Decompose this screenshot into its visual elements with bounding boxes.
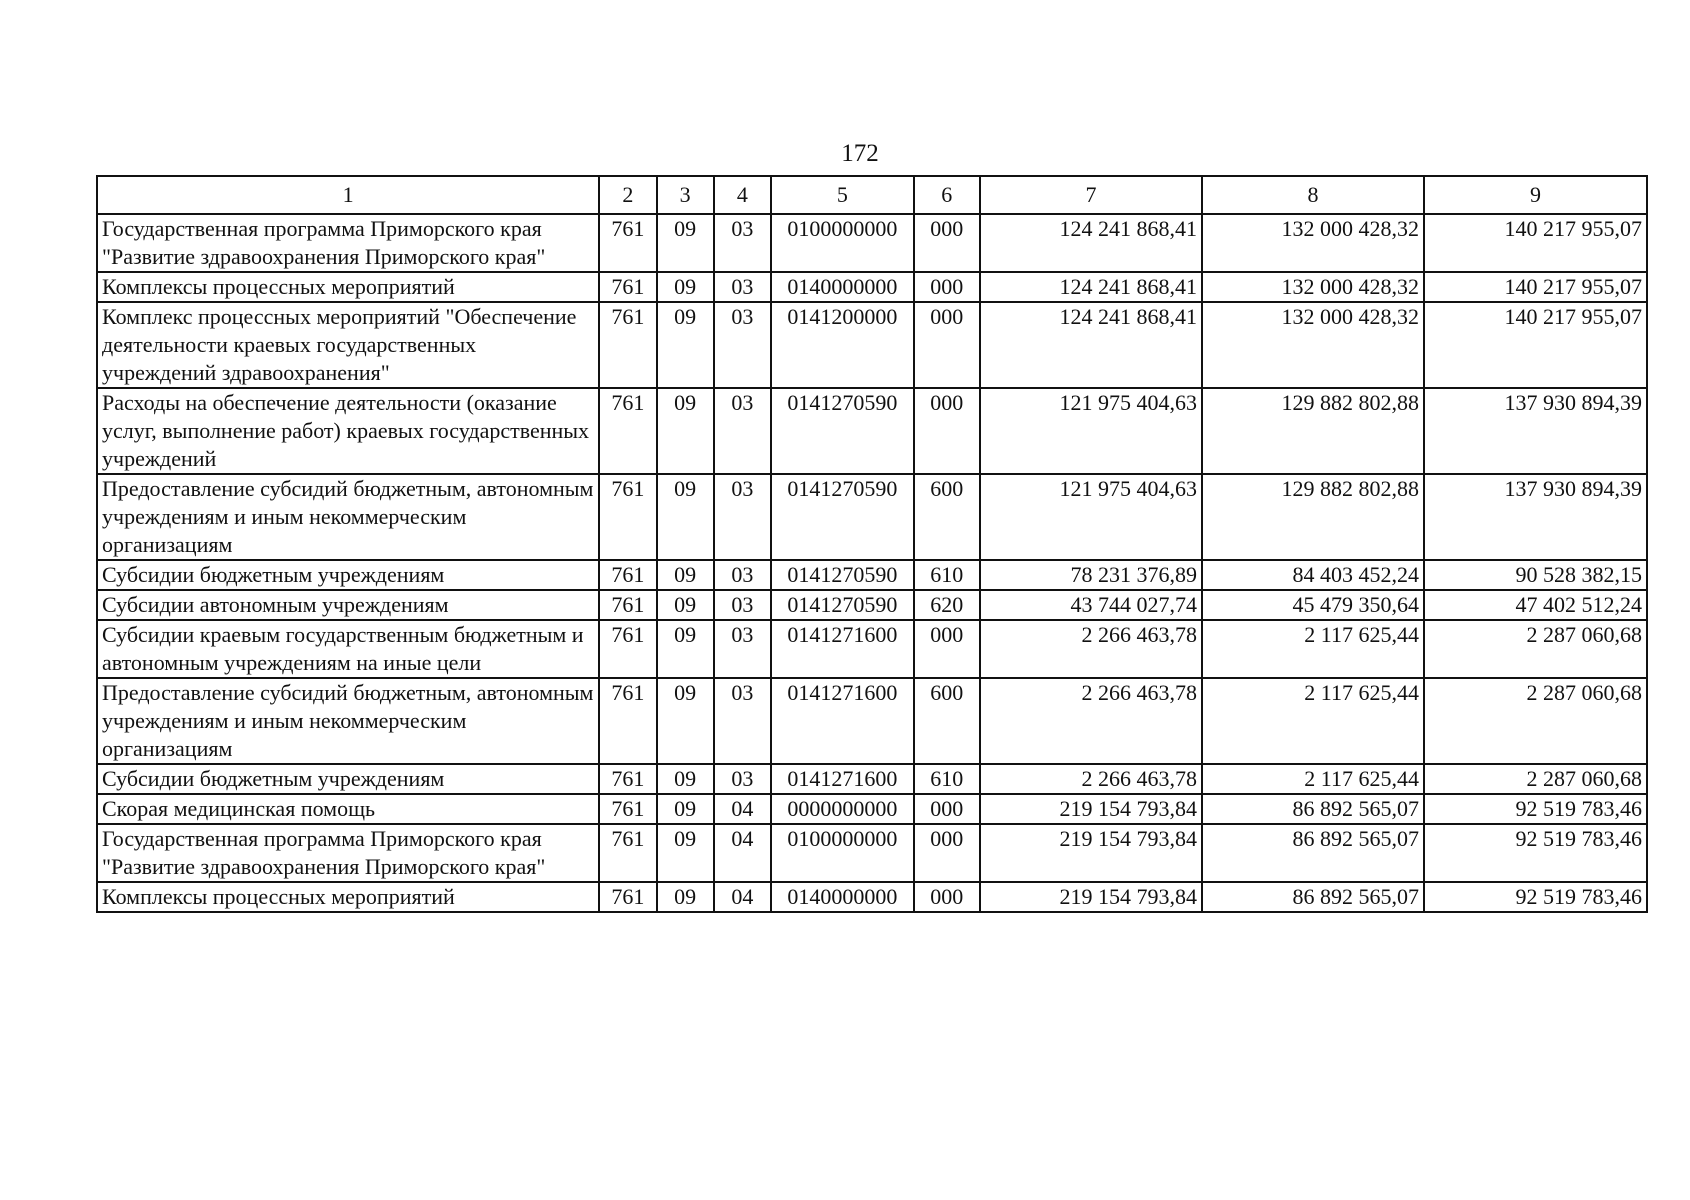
- code-cell: 0140000000: [771, 882, 914, 912]
- code-cell: 761: [599, 388, 656, 474]
- budget-table: [96, 175, 1648, 913]
- header-row: [97, 176, 1647, 214]
- row-name: Субсидии бюджетным учреждениям: [97, 764, 599, 794]
- code-cell: 000: [914, 824, 980, 882]
- amount-cell: 92 519 783,46: [1424, 794, 1647, 824]
- code-cell: 0141270590: [771, 560, 914, 590]
- amount-cell: 84 403 452,24: [1202, 560, 1424, 590]
- amount-cell: 132 000 428,32: [1202, 214, 1424, 272]
- amount-cell: 2 287 060,68: [1424, 620, 1647, 678]
- row-name: Государственная программа Приморского края "Развитие здравоохранения Приморского края": [97, 214, 599, 272]
- table-row: [97, 272, 1647, 302]
- amount-cell: 2 266 463,78: [980, 764, 1202, 794]
- row-name: Государственная программа Приморского края "Развитие здравоохранения Приморского края": [97, 824, 599, 882]
- table-row: [97, 620, 1647, 678]
- row-name: Предоставление субсидий бюджетным, автономным учреждениям и иным некоммерческим организациям: [97, 474, 599, 560]
- code-cell: 03: [714, 764, 771, 794]
- amount-cell: 2 117 625,44: [1202, 620, 1424, 678]
- code-cell: 03: [714, 214, 771, 272]
- code-cell: 09: [657, 794, 714, 824]
- amount-cell: 121 975 404,63: [980, 388, 1202, 474]
- code-cell: 600: [914, 678, 980, 764]
- code-cell: 0141271600: [771, 764, 914, 794]
- code-cell: 09: [657, 678, 714, 764]
- code-cell: 09: [657, 272, 714, 302]
- column-header: 9: [1424, 176, 1647, 214]
- amount-cell: 45 479 350,64: [1202, 590, 1424, 620]
- code-cell: 761: [599, 272, 656, 302]
- code-cell: 09: [657, 214, 714, 272]
- amount-cell: 124 241 868,41: [980, 272, 1202, 302]
- amount-cell: 140 217 955,07: [1424, 214, 1647, 272]
- code-cell: 610: [914, 560, 980, 590]
- code-cell: 761: [599, 302, 656, 388]
- row-name: Субсидии бюджетным учреждениям: [97, 560, 599, 590]
- amount-cell: 140 217 955,07: [1424, 302, 1647, 388]
- code-cell: 000: [914, 302, 980, 388]
- code-cell: 0141270590: [771, 590, 914, 620]
- code-cell: 09: [657, 388, 714, 474]
- code-cell: 0100000000: [771, 824, 914, 882]
- code-cell: 09: [657, 560, 714, 590]
- amount-cell: 219 154 793,84: [980, 794, 1202, 824]
- row-name: Комплексы процессных мероприятий: [97, 272, 599, 302]
- amount-cell: 2 287 060,68: [1424, 764, 1647, 794]
- amount-cell: 86 892 565,07: [1202, 824, 1424, 882]
- table-row: [97, 824, 1647, 882]
- row-name: Комплексы процессных мероприятий: [97, 882, 599, 912]
- column-header: 8: [1202, 176, 1424, 214]
- code-cell: 03: [714, 272, 771, 302]
- amount-cell: 219 154 793,84: [980, 824, 1202, 882]
- row-name: Предоставление субсидий бюджетным, автономным учреждениям и иным некоммерческим организациям: [97, 678, 599, 764]
- code-cell: 620: [914, 590, 980, 620]
- row-name: Комплекс процессных мероприятий "Обеспечение деятельности краевых государственных учреждений здравоохранения": [97, 302, 599, 388]
- code-cell: 0140000000: [771, 272, 914, 302]
- amount-cell: 137 930 894,39: [1424, 388, 1647, 474]
- code-cell: 03: [714, 560, 771, 590]
- code-cell: 03: [714, 302, 771, 388]
- row-name: Субсидии автономным учреждениям: [97, 590, 599, 620]
- code-cell: 600: [914, 474, 980, 560]
- code-cell: 0141271600: [771, 620, 914, 678]
- code-cell: 04: [714, 882, 771, 912]
- code-cell: 761: [599, 882, 656, 912]
- code-cell: 03: [714, 474, 771, 560]
- code-cell: 04: [714, 824, 771, 882]
- code-cell: 09: [657, 882, 714, 912]
- row-name: Скорая медицинская помощь: [97, 794, 599, 824]
- code-cell: 000: [914, 272, 980, 302]
- table-row: [97, 590, 1647, 620]
- code-cell: 761: [599, 794, 656, 824]
- code-cell: 04: [714, 794, 771, 824]
- column-header: 4: [714, 176, 771, 214]
- code-cell: 09: [657, 474, 714, 560]
- table-row: [97, 388, 1647, 474]
- code-cell: 000: [914, 794, 980, 824]
- amount-cell: 219 154 793,84: [980, 882, 1202, 912]
- amount-cell: 2 287 060,68: [1424, 678, 1647, 764]
- code-cell: 761: [599, 214, 656, 272]
- amount-cell: 92 519 783,46: [1424, 882, 1647, 912]
- code-cell: 000: [914, 388, 980, 474]
- amount-cell: 90 528 382,15: [1424, 560, 1647, 590]
- code-cell: 000: [914, 620, 980, 678]
- code-cell: 03: [714, 678, 771, 764]
- amount-cell: 2 117 625,44: [1202, 764, 1424, 794]
- amount-cell: 78 231 376,89: [980, 560, 1202, 590]
- amount-cell: 47 402 512,24: [1424, 590, 1647, 620]
- code-cell: 03: [714, 388, 771, 474]
- code-cell: 761: [599, 590, 656, 620]
- page-number: 172: [841, 140, 879, 167]
- amount-cell: 124 241 868,41: [980, 302, 1202, 388]
- column-header: 3: [657, 176, 714, 214]
- table-row: [97, 882, 1647, 912]
- table-row: [97, 302, 1647, 388]
- amount-cell: 140 217 955,07: [1424, 272, 1647, 302]
- column-header: 1: [97, 176, 599, 214]
- amount-cell: 132 000 428,32: [1202, 302, 1424, 388]
- amount-cell: 137 930 894,39: [1424, 474, 1647, 560]
- code-cell: 000: [914, 214, 980, 272]
- column-header: 2: [599, 176, 656, 214]
- code-cell: 03: [714, 620, 771, 678]
- column-header: 6: [914, 176, 980, 214]
- table-row: [97, 560, 1647, 590]
- amount-cell: 2 117 625,44: [1202, 678, 1424, 764]
- code-cell: 761: [599, 764, 656, 794]
- amount-cell: 124 241 868,41: [980, 214, 1202, 272]
- amount-cell: 43 744 027,74: [980, 590, 1202, 620]
- code-cell: 610: [914, 764, 980, 794]
- amount-cell: 92 519 783,46: [1424, 824, 1647, 882]
- table-row: [97, 474, 1647, 560]
- code-cell: 0000000000: [771, 794, 914, 824]
- code-cell: 761: [599, 824, 656, 882]
- table-row: [97, 794, 1647, 824]
- code-cell: 0141270590: [771, 388, 914, 474]
- amount-cell: 2 266 463,78: [980, 678, 1202, 764]
- amount-cell: 129 882 802,88: [1202, 388, 1424, 474]
- amount-cell: 132 000 428,32: [1202, 272, 1424, 302]
- amount-cell: 121 975 404,63: [980, 474, 1202, 560]
- amount-cell: 86 892 565,07: [1202, 794, 1424, 824]
- table-row: [97, 678, 1647, 764]
- code-cell: 0141200000: [771, 302, 914, 388]
- code-cell: 761: [599, 474, 656, 560]
- amount-cell: 86 892 565,07: [1202, 882, 1424, 912]
- table-row: [97, 214, 1647, 272]
- code-cell: 09: [657, 764, 714, 794]
- table-row: [97, 764, 1647, 794]
- row-name: Расходы на обеспечение деятельности (оказание услуг, выполнение работ) краевых государственных учреждений: [97, 388, 599, 474]
- code-cell: 03: [714, 590, 771, 620]
- column-header: 5: [771, 176, 914, 214]
- amount-cell: 129 882 802,88: [1202, 474, 1424, 560]
- code-cell: 0100000000: [771, 214, 914, 272]
- code-cell: 761: [599, 678, 656, 764]
- code-cell: 0141270590: [771, 474, 914, 560]
- code-cell: 000: [914, 882, 980, 912]
- amount-cell: 2 266 463,78: [980, 620, 1202, 678]
- code-cell: 0141271600: [771, 678, 914, 764]
- code-cell: 761: [599, 560, 656, 590]
- code-cell: 09: [657, 302, 714, 388]
- column-header: 7: [980, 176, 1202, 214]
- row-name: Субсидии краевым государственным бюджетным и автономным учреждениям на иные цели: [97, 620, 599, 678]
- code-cell: 09: [657, 590, 714, 620]
- code-cell: 761: [599, 620, 656, 678]
- code-cell: 09: [657, 620, 714, 678]
- code-cell: 09: [657, 824, 714, 882]
